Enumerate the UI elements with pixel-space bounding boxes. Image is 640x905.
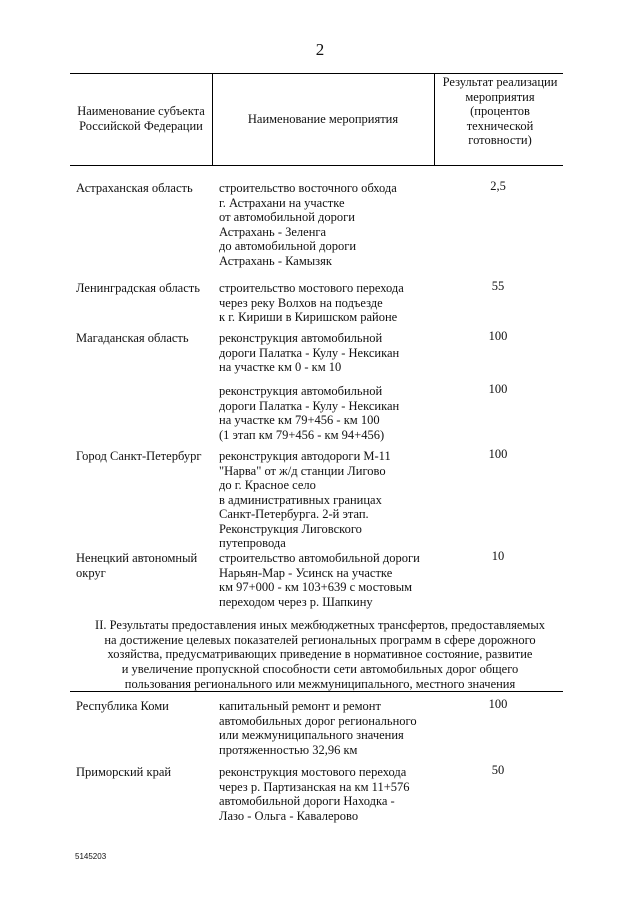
section-rule: [70, 691, 563, 692]
text-line: дороги Палатка - Кулу - Нексикан: [219, 345, 400, 360]
header-measure: Наименование мероприятия: [247, 112, 399, 126]
text-line: Нарьян-Мар - Усинск на участке: [219, 565, 393, 580]
text-line: хозяйства, предусматривающих приведение в нормативное состояние, развитие: [107, 647, 533, 662]
subject-name: Ненецкий автономный округ: [76, 551, 198, 580]
result-value: 50: [491, 763, 505, 777]
text-line: реконструкция автомобильной: [219, 384, 383, 398]
result-value: 55: [491, 279, 505, 293]
measure-description: [219, 699, 449, 757]
text-line: строительство автомобильной дороги: [219, 551, 420, 565]
header-divider: [212, 73, 213, 165]
text-line: (1 этап км 79+456 - км 94+456): [219, 427, 385, 442]
text-line: II. Результаты предоставления иных межбюджетных трансфертов, предоставляемых: [95, 618, 545, 632]
text-line: капитальный ремонт и ремонт: [219, 699, 381, 713]
measure-description: [219, 551, 449, 609]
text-line: "Нарва" от ж/д станции Лигово: [219, 463, 386, 478]
measure-description: [219, 181, 449, 268]
text-line: или межмуниципального значения: [219, 728, 404, 742]
subject-name: Магаданская область: [76, 331, 189, 345]
text-line: автомобильных дорог регионального: [219, 713, 417, 728]
text-line: г. Астрахани на участке: [219, 195, 345, 210]
result-value: 100: [488, 382, 508, 396]
text-line: протяженностью 32,96 км: [219, 742, 358, 757]
measure-description: [219, 281, 449, 325]
result-value: 10: [491, 549, 505, 563]
subject-name: Астраханская область: [76, 181, 193, 195]
text-line: реконструкция автодороги М-11: [219, 449, 391, 463]
result-value: 2,5: [490, 179, 506, 193]
subject-name: Республика Коми: [76, 699, 169, 713]
text-line: через р. Партизанская на км 11+576: [219, 779, 410, 794]
text-line: Астрахань - Зеленга: [219, 224, 327, 239]
text-line: Санкт-Петербурга. 2-й этап.: [219, 507, 369, 521]
subject-name: Ленинградская область: [76, 281, 200, 295]
subject-name: Приморский край: [76, 765, 172, 779]
text-line: на участке км 79+456 - км 100: [219, 413, 380, 427]
text-line: строительство мостового перехода: [219, 281, 404, 295]
header-result: Результат реализации мероприятия (процентов технической готовности): [442, 75, 558, 147]
subject-name: Город Санкт-Петербург: [76, 449, 202, 463]
text-line: пользования регионального или межмуниципального, местного значения: [124, 676, 516, 691]
result-value: 100: [488, 697, 508, 711]
measure-description: [219, 449, 449, 551]
text-line: на достижение целевых показателей региональных программ в сфере дорожного: [104, 632, 536, 647]
text-line: переходом через р. Шапкину: [219, 594, 373, 609]
measure-description: [219, 384, 449, 442]
text-line: до автомобильной дороги: [219, 239, 357, 253]
text-line: реконструкция мостового перехода: [219, 765, 407, 779]
text-line: и увеличение пропускной способности сети автомобильных дорог общего: [121, 662, 519, 677]
text-line: автомобильной дороги Находка -: [219, 794, 395, 808]
measure-description: [219, 331, 449, 375]
table-top-rule: [70, 73, 563, 74]
text-line: Лазо - Ольга - Кавалерово: [219, 808, 359, 823]
result-value: 100: [488, 329, 508, 343]
text-line: Астрахань - Камызяк: [219, 253, 332, 268]
header-subject: Наименование субъекта Российской Федерации: [77, 104, 205, 133]
header-divider: [434, 73, 435, 165]
text-line: до г. Красное село: [219, 478, 316, 492]
header-bottom-rule: [70, 165, 563, 166]
document-code: 5145203: [75, 852, 107, 861]
text-line: в административных границах: [219, 492, 382, 507]
text-line: путепровода: [219, 536, 286, 550]
text-line: реконструкция автомобильной: [219, 331, 383, 345]
text-line: от автомобильной дороги: [219, 210, 355, 224]
result-value: 100: [488, 447, 508, 461]
page-number: 2: [315, 40, 325, 59]
text-line: на участке км 0 - км 10: [219, 360, 342, 374]
text-line: дороги Палатка - Кулу - Нексикан: [219, 398, 400, 413]
text-line: км 97+000 - км 103+639 с мостовым: [219, 580, 413, 594]
text-line: к г. Кириши в Киришском районе: [219, 310, 398, 324]
text-line: через реку Волхов на подъезде: [219, 295, 383, 310]
measure-description: [219, 765, 449, 823]
section-title: [85, 618, 555, 692]
text-line: Реконструкция Лиговского: [219, 521, 362, 536]
text-line: строительство восточного обхода: [219, 181, 397, 195]
